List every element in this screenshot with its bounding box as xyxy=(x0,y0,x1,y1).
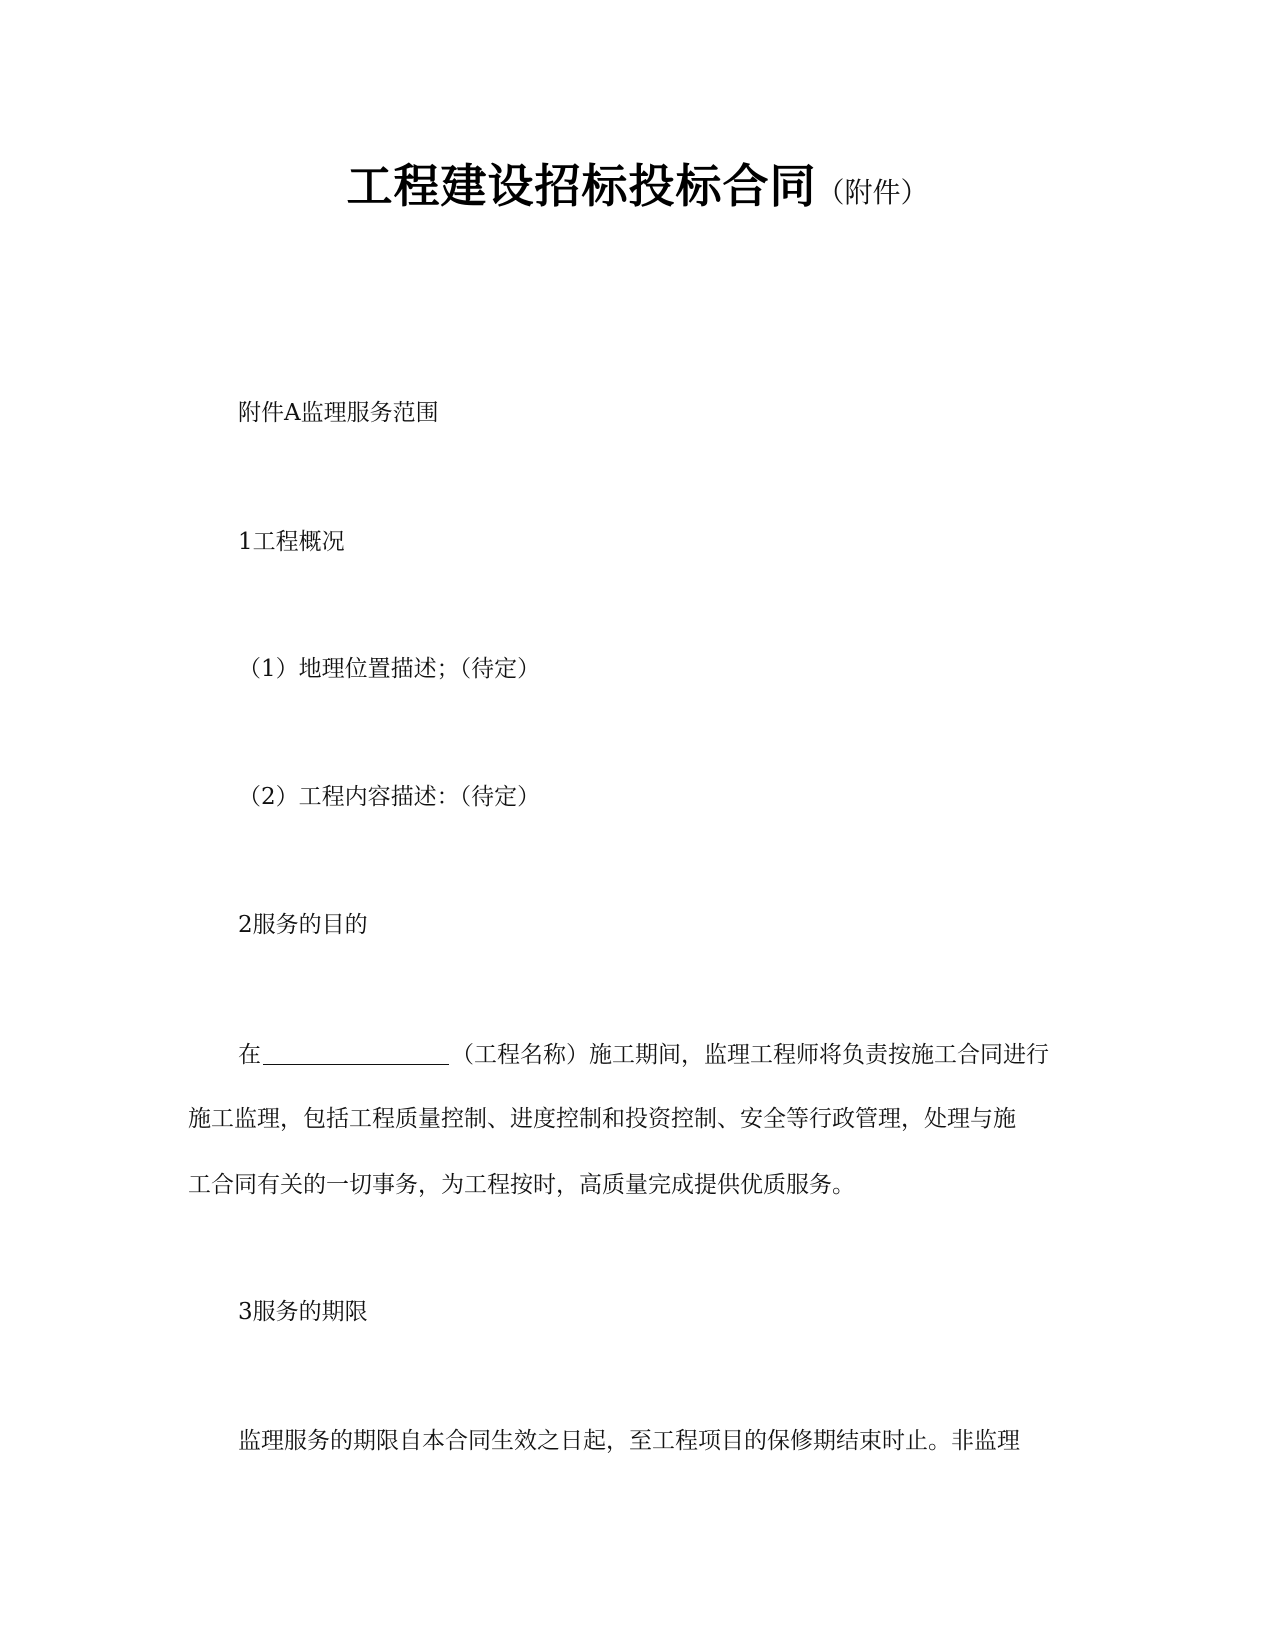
para-line1-rest: （工程名称）施工期间，监理工程师将负责按施工合同进行 xyxy=(451,1042,1049,1068)
section2-paragraph-line2: 施工监理，包括工程质量控制、进度控制和投资控制、安全等行政管理，处理与施 xyxy=(188,1106,1016,1132)
project-name-blank xyxy=(263,1038,449,1065)
annex-heading: 附件A监理服务范围 xyxy=(238,400,439,426)
title-suffix: （附件） xyxy=(816,176,929,209)
section1-item2: （2）工程内容描述：（待定） xyxy=(238,784,541,810)
section1-heading: 1工程概况 xyxy=(238,529,345,555)
document-title xyxy=(0,150,1275,216)
section2-paragraph-line1 xyxy=(238,1038,1049,1070)
section2-paragraph-line3: 工合同有关的一切事务，为工程按时，高质量完成提供优质服务。 xyxy=(188,1172,855,1198)
section3-heading: 3服务的期限 xyxy=(238,1299,368,1325)
section3-paragraph-line1: 监理服务的期限自本合同生效之日起，至工程项目的保修期结束时止。非监理 xyxy=(238,1428,1020,1454)
para-prefix: 在 xyxy=(238,1042,261,1068)
section1-item1: （1）地理位置描述；（待定） xyxy=(238,656,541,682)
title-main: 工程建设招标投标合同 xyxy=(346,159,817,213)
section2-heading: 2服务的目的 xyxy=(238,912,368,938)
